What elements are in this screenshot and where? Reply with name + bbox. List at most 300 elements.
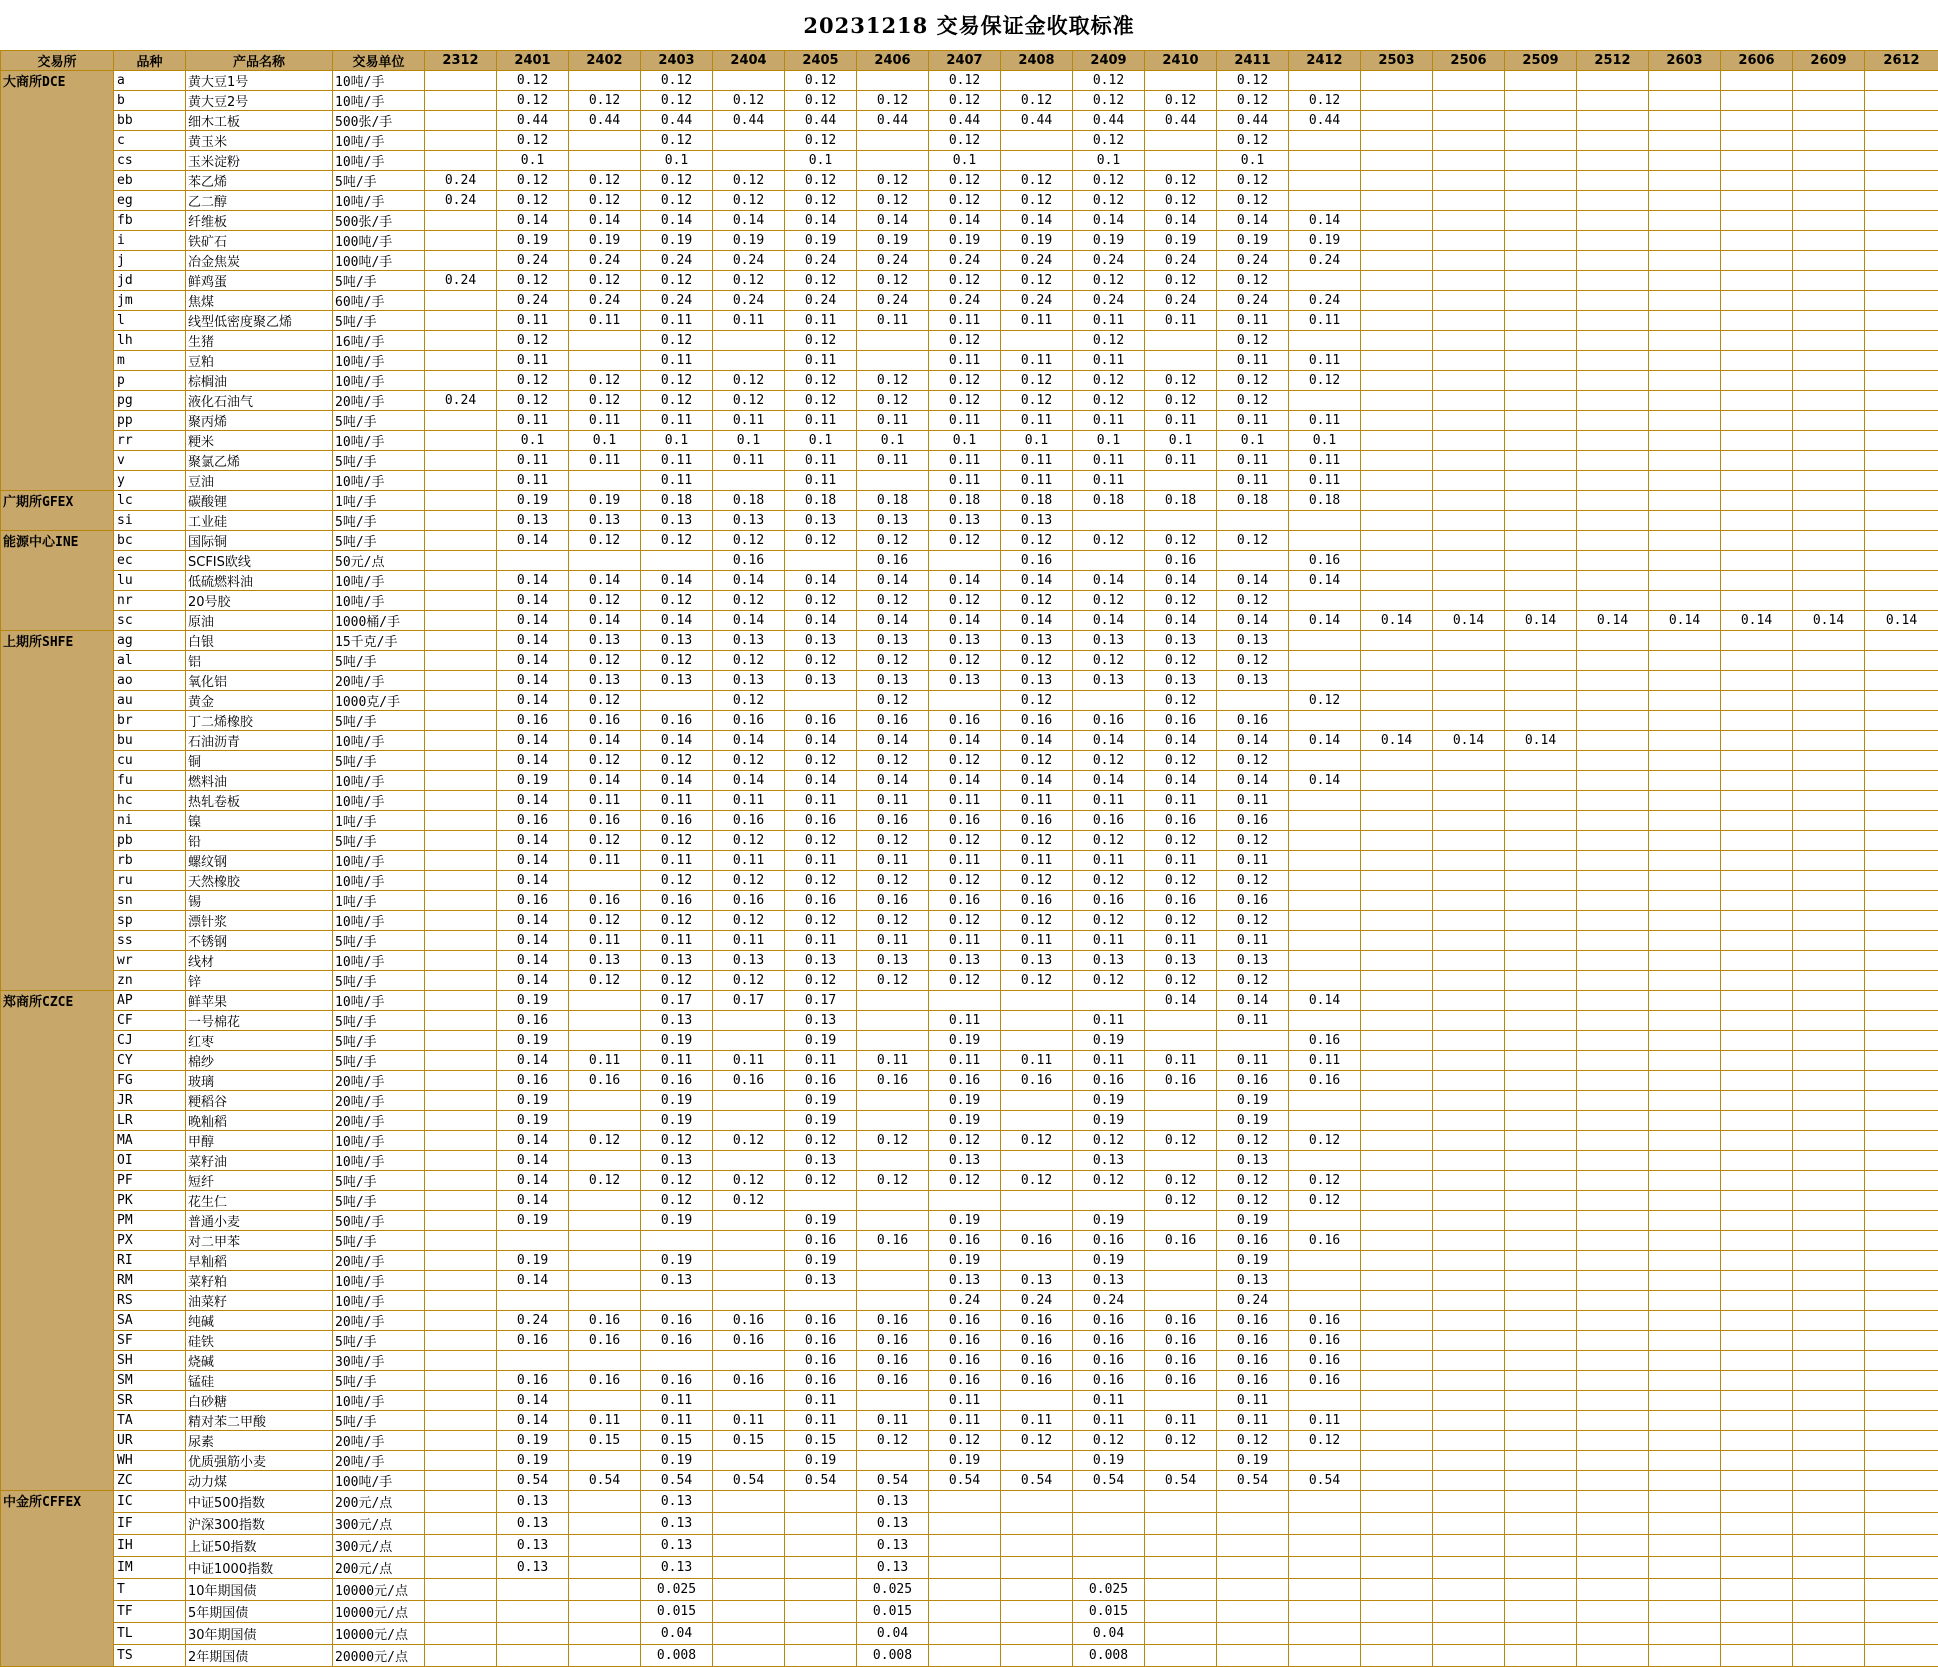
margin-rate-cell xyxy=(1649,751,1721,771)
margin-rate-cell xyxy=(1505,591,1577,611)
margin-rate-cell xyxy=(1433,791,1505,811)
product-name-cell: 红枣 xyxy=(186,1031,333,1051)
trade-unit-cell: 5吨/手 xyxy=(333,1331,425,1351)
margin-rate-cell xyxy=(1793,851,1865,871)
margin-rate-cell xyxy=(1361,1151,1433,1171)
product-name-cell: 精对苯二甲酸 xyxy=(186,1411,333,1431)
margin-rate-cell: 0.12 xyxy=(1145,171,1217,191)
margin-rate-cell xyxy=(569,1271,641,1291)
margin-rate-cell: 0.14 xyxy=(929,771,1001,791)
margin-rate-cell: 0.12 xyxy=(569,911,641,931)
margin-rate-cell xyxy=(1289,791,1361,811)
margin-rate-cell: 0.12 xyxy=(713,911,785,931)
margin-rate-cell: 0.16 xyxy=(785,1331,857,1351)
margin-rate-cell: 0.24 xyxy=(1289,251,1361,271)
margin-rate-cell: 0.16 xyxy=(1217,1331,1289,1351)
margin-rate-cell xyxy=(1721,1535,1793,1557)
trade-unit-cell: 5吨/手 xyxy=(333,1031,425,1051)
margin-rate-cell xyxy=(1505,1601,1577,1623)
margin-rate-cell: 0.12 xyxy=(641,71,713,91)
margin-rate-cell: 0.17 xyxy=(785,991,857,1011)
margin-rate-cell xyxy=(1145,1623,1217,1645)
margin-rate-cell: 0.14 xyxy=(497,1391,569,1411)
margin-rate-cell xyxy=(713,1623,785,1645)
margin-rate-cell: 0.19 xyxy=(1073,1031,1145,1051)
margin-rate-cell: 0.12 xyxy=(713,1191,785,1211)
margin-rate-cell xyxy=(929,1535,1001,1557)
margin-rate-cell: 0.16 xyxy=(713,1311,785,1331)
margin-rate-cell: 0.13 xyxy=(569,511,641,531)
margin-rate-cell xyxy=(1865,471,1938,491)
margin-rate-cell xyxy=(1361,411,1433,431)
margin-rate-cell xyxy=(569,1291,641,1311)
margin-rate-cell: 0.12 xyxy=(929,1171,1001,1191)
margin-rate-cell: 0.12 xyxy=(785,971,857,991)
margin-rate-cell xyxy=(1793,1371,1865,1391)
margin-rate-cell: 0.1 xyxy=(713,431,785,451)
margin-rate-cell xyxy=(1577,1271,1649,1291)
product-name-cell: 不锈钢 xyxy=(186,931,333,951)
margin-rate-cell: 0.16 xyxy=(857,551,929,571)
table-row xyxy=(1,911,1938,931)
table-row xyxy=(1,751,1938,771)
margin-rate-cell: 0.16 xyxy=(785,711,857,731)
table-row xyxy=(1,1251,1938,1271)
margin-rate-cell: 0.14 xyxy=(1289,611,1361,631)
margin-rate-cell xyxy=(1361,231,1433,251)
margin-rate-cell: 0.12 xyxy=(929,971,1001,991)
margin-rate-cell xyxy=(425,531,497,551)
margin-rate-cell xyxy=(1649,331,1721,351)
margin-rate-cell xyxy=(1649,411,1721,431)
margin-rate-cell: 0.11 xyxy=(1001,411,1073,431)
margin-rate-cell xyxy=(1361,1051,1433,1071)
margin-rate-cell: 0.16 xyxy=(785,1351,857,1371)
margin-rate-cell xyxy=(1433,111,1505,131)
margin-rate-cell xyxy=(1865,1211,1938,1231)
margin-rate-cell: 0.1 xyxy=(929,151,1001,171)
exchange-cell: 能源中心INE xyxy=(1,531,114,631)
margin-rate-cell xyxy=(1505,631,1577,651)
margin-rate-cell: 0.025 xyxy=(1073,1579,1145,1601)
margin-rate-cell: 0.19 xyxy=(1073,1211,1145,1231)
margin-rate-cell xyxy=(1361,131,1433,151)
table-row xyxy=(1,1131,1938,1151)
margin-rate-cell xyxy=(1793,231,1865,251)
margin-rate-cell: 0.13 xyxy=(929,1151,1001,1171)
product-code-cell: ZC xyxy=(114,1471,186,1491)
margin-rate-cell xyxy=(497,1291,569,1311)
margin-rate-cell: 0.11 xyxy=(1217,451,1289,471)
margin-rate-cell: 0.12 xyxy=(1145,271,1217,291)
margin-rate-cell: 0.11 xyxy=(641,411,713,431)
margin-rate-cell xyxy=(1793,1271,1865,1291)
margin-rate-cell xyxy=(425,811,497,831)
margin-rate-cell xyxy=(1433,231,1505,251)
product-name-cell: 玻璃 xyxy=(186,1071,333,1091)
margin-rate-cell: 0.12 xyxy=(785,911,857,931)
margin-rate-cell xyxy=(1577,1071,1649,1091)
margin-rate-cell xyxy=(857,331,929,351)
margin-rate-cell: 0.12 xyxy=(1001,171,1073,191)
margin-rate-cell: 0.12 xyxy=(1145,751,1217,771)
table-row xyxy=(1,1171,1938,1191)
margin-rate-cell xyxy=(1433,471,1505,491)
trade-unit-cell: 10吨/手 xyxy=(333,431,425,451)
margin-rate-cell xyxy=(1577,1645,1649,1667)
margin-rate-cell: 0.14 xyxy=(1865,611,1938,631)
margin-rate-cell xyxy=(1793,1645,1865,1667)
margin-rate-cell xyxy=(1361,111,1433,131)
margin-rate-cell xyxy=(1433,1579,1505,1601)
margin-rate-cell xyxy=(1793,511,1865,531)
margin-rate-cell: 0.12 xyxy=(929,391,1001,411)
trade-unit-cell: 300元/点 xyxy=(333,1535,425,1557)
margin-rate-cell: 0.16 xyxy=(1073,891,1145,911)
margin-rate-cell xyxy=(569,551,641,571)
margin-rate-cell xyxy=(1865,311,1938,331)
product-name-cell: 豆粕 xyxy=(186,351,333,371)
margin-rate-cell: 0.24 xyxy=(785,291,857,311)
product-name-cell: 聚丙烯 xyxy=(186,411,333,431)
margin-rate-cell xyxy=(1793,791,1865,811)
margin-rate-cell xyxy=(1721,1513,1793,1535)
trade-unit-cell: 5吨/手 xyxy=(333,531,425,551)
margin-rate-cell xyxy=(1577,1471,1649,1491)
margin-rate-cell xyxy=(1433,511,1505,531)
product-name-cell: 镍 xyxy=(186,811,333,831)
margin-rate-cell xyxy=(1289,1271,1361,1291)
margin-rate-cell xyxy=(1505,491,1577,511)
margin-rate-cell xyxy=(1721,151,1793,171)
margin-rate-cell xyxy=(1145,151,1217,171)
margin-rate-cell xyxy=(1361,891,1433,911)
product-name-cell: 原油 xyxy=(186,611,333,631)
margin-rate-cell xyxy=(713,1491,785,1513)
margin-rate-cell xyxy=(1793,251,1865,271)
margin-rate-cell: 0.12 xyxy=(569,191,641,211)
margin-rate-cell xyxy=(1433,811,1505,831)
margin-rate-cell: 0.12 xyxy=(929,911,1001,931)
margin-rate-cell: 0.19 xyxy=(1217,1211,1289,1231)
margin-rate-cell xyxy=(425,751,497,771)
margin-rate-cell: 0.16 xyxy=(929,1071,1001,1091)
margin-rate-cell xyxy=(1649,731,1721,751)
margin-rate-cell: 0.13 xyxy=(857,1491,929,1513)
margin-rate-cell: 0.14 xyxy=(569,611,641,631)
table-row xyxy=(1,1011,1938,1031)
trade-unit-cell: 50吨/手 xyxy=(333,1211,425,1231)
margin-rate-cell xyxy=(1361,1331,1433,1351)
column-header: 2408 xyxy=(1001,51,1073,71)
trade-unit-cell: 10吨/手 xyxy=(333,1151,425,1171)
margin-rate-cell: 0.16 xyxy=(1001,1311,1073,1331)
product-name-cell: 锡 xyxy=(186,891,333,911)
margin-rate-cell: 0.12 xyxy=(857,911,929,931)
margin-rate-cell xyxy=(1577,551,1649,571)
margin-rate-cell: 0.19 xyxy=(785,1031,857,1051)
trade-unit-cell: 5吨/手 xyxy=(333,751,425,771)
margin-rate-cell: 0.16 xyxy=(641,1071,713,1091)
margin-rate-cell: 0.12 xyxy=(569,371,641,391)
trade-unit-cell: 5吨/手 xyxy=(333,831,425,851)
margin-rate-cell xyxy=(1649,1311,1721,1331)
margin-rate-cell xyxy=(641,1231,713,1251)
margin-rate-cell: 0.12 xyxy=(1217,871,1289,891)
margin-rate-cell xyxy=(425,571,497,591)
margin-rate-cell: 0.13 xyxy=(857,951,929,971)
margin-rate-cell xyxy=(1649,791,1721,811)
margin-rate-cell: 0.44 xyxy=(1217,111,1289,131)
margin-rate-cell: 0.12 xyxy=(569,171,641,191)
margin-rate-cell xyxy=(1361,571,1433,591)
margin-rate-cell xyxy=(1721,331,1793,351)
margin-rate-cell xyxy=(1505,291,1577,311)
margin-rate-cell: 0.14 xyxy=(1145,571,1217,591)
margin-rate-cell: 0.12 xyxy=(1073,651,1145,671)
product-code-cell: CF xyxy=(114,1011,186,1031)
margin-rate-cell xyxy=(1433,671,1505,691)
margin-rate-cell xyxy=(1289,931,1361,951)
margin-rate-cell xyxy=(1721,531,1793,551)
margin-rate-cell: 0.015 xyxy=(641,1601,713,1623)
margin-rate-cell xyxy=(425,951,497,971)
margin-rate-cell: 0.12 xyxy=(1001,871,1073,891)
trade-unit-cell: 10吨/手 xyxy=(333,571,425,591)
table-row xyxy=(1,1371,1938,1391)
margin-rate-cell: 0.11 xyxy=(785,931,857,951)
product-code-cell: eg xyxy=(114,191,186,211)
margin-rate-cell: 0.16 xyxy=(857,1331,929,1351)
margin-rate-cell: 0.19 xyxy=(641,1031,713,1051)
exchange-cell: 广期所GFEX xyxy=(1,491,114,531)
margin-rate-cell xyxy=(1865,811,1938,831)
margin-rate-cell: 0.12 xyxy=(857,831,929,851)
margin-rate-cell: 0.16 xyxy=(569,891,641,911)
margin-rate-cell: 0.12 xyxy=(641,271,713,291)
margin-rate-cell: 0.1 xyxy=(1217,431,1289,451)
margin-rate-cell: 0.11 xyxy=(929,851,1001,871)
margin-rate-cell xyxy=(425,1351,497,1371)
margin-rate-cell xyxy=(1001,1111,1073,1131)
product-name-cell: 上证50指数 xyxy=(186,1535,333,1557)
margin-rate-cell xyxy=(1865,1031,1938,1051)
margin-rate-cell xyxy=(1433,291,1505,311)
margin-rate-cell xyxy=(1793,771,1865,791)
margin-rate-cell: 0.24 xyxy=(641,291,713,311)
margin-rate-cell xyxy=(1505,891,1577,911)
margin-rate-cell xyxy=(1361,211,1433,231)
margin-rate-cell xyxy=(1577,471,1649,491)
margin-rate-cell: 0.11 xyxy=(1001,791,1073,811)
margin-rate-cell xyxy=(1505,1431,1577,1451)
margin-rate-cell xyxy=(1505,311,1577,331)
margin-rate-cell xyxy=(1505,1071,1577,1091)
margin-rate-cell xyxy=(1649,351,1721,371)
table-row xyxy=(1,571,1938,591)
margin-rate-cell xyxy=(1721,1291,1793,1311)
margin-rate-cell xyxy=(1361,1091,1433,1111)
product-name-cell: 冶金焦炭 xyxy=(186,251,333,271)
margin-rate-cell: 0.11 xyxy=(1001,1411,1073,1431)
margin-rate-cell xyxy=(1577,1513,1649,1535)
margin-rate-cell: 0.12 xyxy=(929,831,1001,851)
margin-rate-cell: 0.13 xyxy=(857,1535,929,1557)
margin-rate-cell xyxy=(425,151,497,171)
margin-rate-cell xyxy=(425,371,497,391)
margin-rate-cell xyxy=(1433,131,1505,151)
margin-rate-cell: 0.12 xyxy=(1073,531,1145,551)
margin-rate-cell xyxy=(425,451,497,471)
margin-rate-cell xyxy=(1865,451,1938,471)
margin-rate-cell xyxy=(1649,1031,1721,1051)
margin-rate-cell xyxy=(1433,1111,1505,1131)
margin-rate-cell xyxy=(1001,1491,1073,1513)
margin-rate-cell xyxy=(1361,1471,1433,1491)
margin-rate-cell: 0.14 xyxy=(1073,211,1145,231)
column-header: 品种 xyxy=(114,51,186,71)
margin-rate-cell xyxy=(1505,351,1577,371)
trade-unit-cell: 1000桶/手 xyxy=(333,611,425,631)
product-name-cell: 天然橡胶 xyxy=(186,871,333,891)
table-row xyxy=(1,1645,1938,1667)
margin-rate-cell: 0.24 xyxy=(929,251,1001,271)
margin-rate-cell xyxy=(1361,171,1433,191)
margin-rate-cell: 0.12 xyxy=(857,371,929,391)
margin-rate-cell: 0.12 xyxy=(1001,91,1073,111)
margin-rate-cell xyxy=(1361,751,1433,771)
trade-unit-cell: 20000元/点 xyxy=(333,1645,425,1667)
margin-rate-cell xyxy=(1721,671,1793,691)
margin-rate-cell xyxy=(1649,551,1721,571)
margin-rate-cell: 0.12 xyxy=(713,531,785,551)
margin-rate-cell: 0.12 xyxy=(569,531,641,551)
margin-rate-cell xyxy=(1577,391,1649,411)
margin-rate-cell xyxy=(857,991,929,1011)
margin-rate-cell xyxy=(425,1131,497,1151)
margin-rate-cell: 0.14 xyxy=(497,971,569,991)
margin-rate-cell xyxy=(1361,431,1433,451)
margin-rate-cell xyxy=(425,1579,497,1601)
margin-rate-cell: 0.11 xyxy=(713,311,785,331)
table-row xyxy=(1,771,1938,791)
margin-rate-cell xyxy=(1433,1031,1505,1051)
margin-rate-cell xyxy=(1361,331,1433,351)
margin-rate-cell: 0.12 xyxy=(857,691,929,711)
column-header: 2411 xyxy=(1217,51,1289,71)
margin-rate-cell xyxy=(929,1579,1001,1601)
margin-rate-cell xyxy=(425,591,497,611)
margin-rate-cell: 0.16 xyxy=(1217,1371,1289,1391)
margin-rate-cell: 0.44 xyxy=(929,111,1001,131)
margin-rate-cell xyxy=(1361,251,1433,271)
product-name-cell: 棉纱 xyxy=(186,1051,333,1071)
product-code-cell: nr xyxy=(114,591,186,611)
margin-rate-cell xyxy=(785,691,857,711)
margin-rate-cell xyxy=(1433,151,1505,171)
margin-rate-cell: 0.12 xyxy=(1289,691,1361,711)
margin-rate-cell: 0.12 xyxy=(713,971,785,991)
table-row xyxy=(1,1071,1938,1091)
margin-rate-cell xyxy=(1649,1111,1721,1131)
margin-rate-cell xyxy=(425,1451,497,1471)
margin-rate-cell: 0.14 xyxy=(1073,771,1145,791)
margin-rate-cell: 0.015 xyxy=(857,1601,929,1623)
margin-rate-cell: 0.14 xyxy=(713,771,785,791)
product-code-cell: IH xyxy=(114,1535,186,1557)
margin-rate-cell: 0.12 xyxy=(857,171,929,191)
margin-rate-cell xyxy=(1865,1251,1938,1271)
margin-rate-cell: 0.11 xyxy=(1145,411,1217,431)
margin-rate-cell xyxy=(785,1623,857,1645)
margin-rate-cell xyxy=(857,1211,929,1231)
margin-rate-cell xyxy=(1289,871,1361,891)
margin-rate-cell xyxy=(1289,1451,1361,1471)
margin-rate-cell xyxy=(1721,1311,1793,1331)
margin-rate-cell xyxy=(425,731,497,751)
product-code-cell: zn xyxy=(114,971,186,991)
margin-rate-cell: 0.24 xyxy=(497,1311,569,1331)
table-row xyxy=(1,291,1938,311)
margin-rate-cell: 0.12 xyxy=(785,871,857,891)
margin-rate-cell xyxy=(1505,791,1577,811)
margin-rate-cell: 0.14 xyxy=(929,211,1001,231)
product-name-cell: 线型低密度聚乙烯 xyxy=(186,311,333,331)
margin-rate-cell xyxy=(1577,1431,1649,1451)
margin-rate-cell xyxy=(1433,1011,1505,1031)
margin-rate-cell xyxy=(1001,991,1073,1011)
margin-rate-cell xyxy=(1865,751,1938,771)
margin-rate-cell xyxy=(1721,1331,1793,1351)
margin-rate-cell: 0.11 xyxy=(785,451,857,471)
margin-rate-cell xyxy=(1865,651,1938,671)
margin-rate-cell xyxy=(1865,1371,1938,1391)
margin-rate-cell xyxy=(1001,151,1073,171)
margin-rate-cell xyxy=(1433,391,1505,411)
margin-rate-cell xyxy=(1361,1031,1433,1051)
margin-rate-cell xyxy=(1145,1031,1217,1051)
margin-rate-cell: 0.12 xyxy=(929,651,1001,671)
margin-rate-cell xyxy=(1793,1071,1865,1091)
margin-rate-cell: 0.19 xyxy=(785,231,857,251)
product-name-cell: 棕榈油 xyxy=(186,371,333,391)
margin-rate-cell: 0.24 xyxy=(785,251,857,271)
product-name-cell: 铁矿石 xyxy=(186,231,333,251)
trade-unit-cell: 20吨/手 xyxy=(333,1091,425,1111)
margin-rate-cell xyxy=(1577,211,1649,231)
margin-rate-cell: 0.13 xyxy=(1145,631,1217,651)
margin-rate-cell xyxy=(1289,951,1361,971)
product-code-cell: hc xyxy=(114,791,186,811)
margin-rate-cell: 0.18 xyxy=(1289,491,1361,511)
margin-rate-cell xyxy=(1649,1391,1721,1411)
margin-rate-cell: 0.12 xyxy=(1073,71,1145,91)
margin-rate-cell xyxy=(1433,1645,1505,1667)
product-code-cell: y xyxy=(114,471,186,491)
margin-rate-cell: 0.13 xyxy=(1073,1151,1145,1171)
margin-rate-cell: 0.13 xyxy=(857,631,929,651)
margin-rate-cell xyxy=(1793,1431,1865,1451)
table-row xyxy=(1,1391,1938,1411)
margin-rate-cell: 0.12 xyxy=(1145,1191,1217,1211)
margin-rate-cell: 0.12 xyxy=(1001,1431,1073,1451)
margin-rate-cell xyxy=(1793,1513,1865,1535)
margin-rate-cell xyxy=(1793,1491,1865,1513)
margin-rate-cell: 0.16 xyxy=(1073,1311,1145,1331)
trade-unit-cell: 5吨/手 xyxy=(333,311,425,331)
margin-rate-cell: 0.11 xyxy=(569,931,641,951)
margin-rate-cell: 0.16 xyxy=(785,1071,857,1091)
